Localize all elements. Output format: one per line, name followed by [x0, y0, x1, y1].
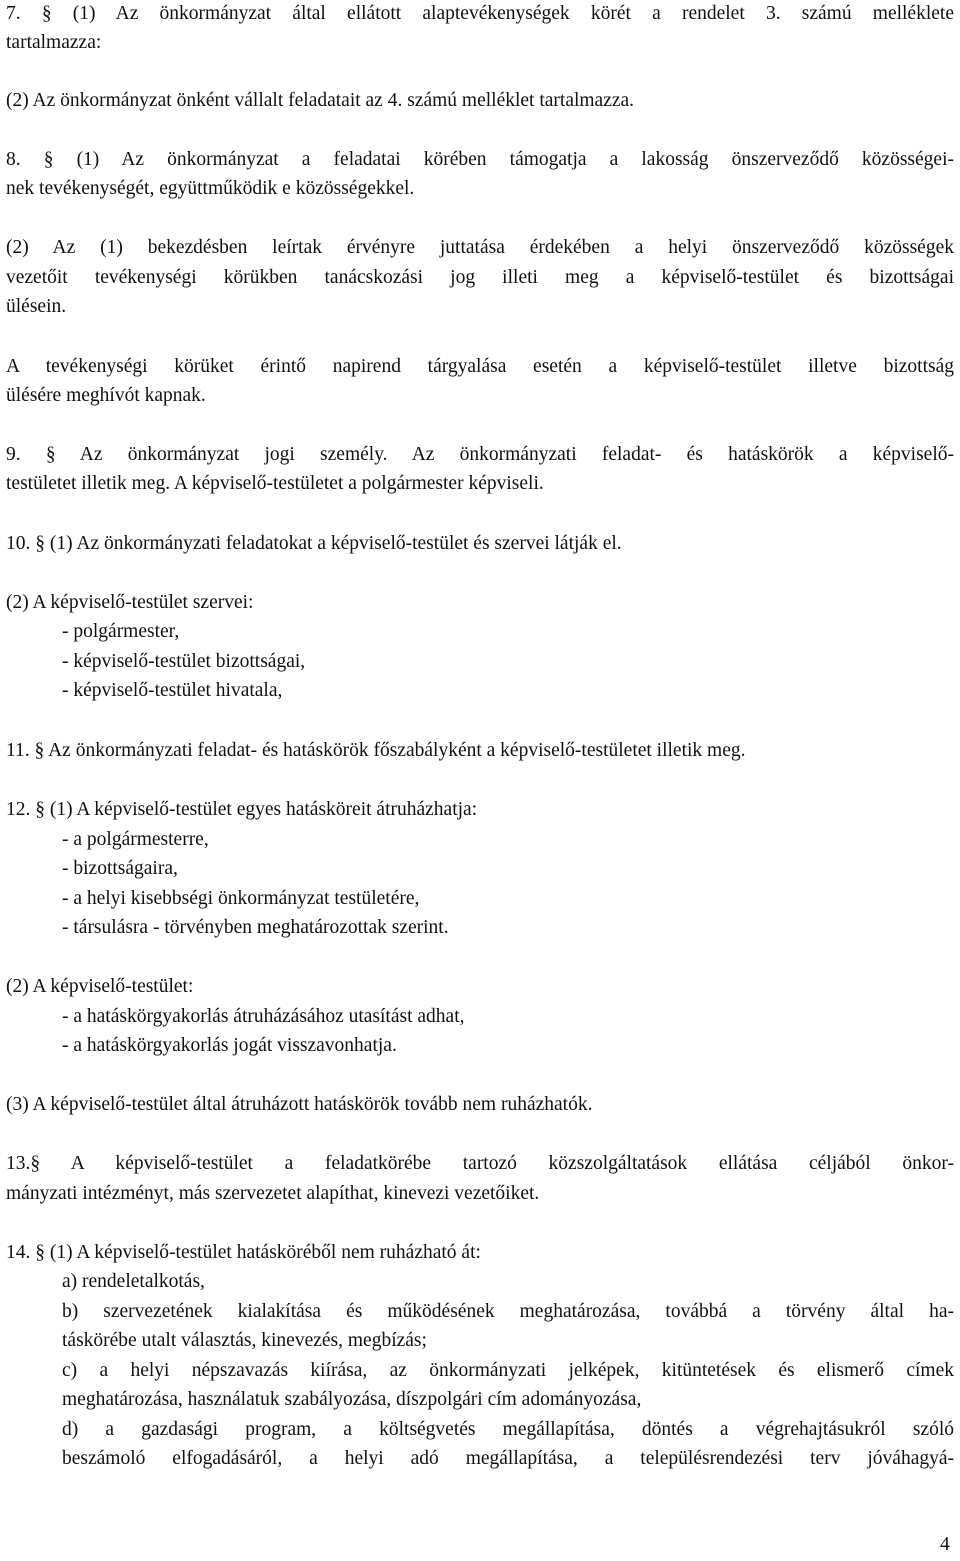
text-line: 14. § (1) A képviselő-testület hatásköréből nem ruházható át: [6, 1242, 481, 1263]
list-item: beszámoló elfogadásáról, a helyi adó megállapítása, a településrendezési terv jóváhagyá- [62, 1448, 954, 1469]
text-line: (2) A képviselő-testület: [6, 976, 194, 997]
text-line: 9. § Az önkormányzat jogi személy. Az önkormányzati feladat- és hatáskörök a képviselő- [6, 444, 954, 465]
list-item: - bizottságaira, [62, 858, 178, 879]
list-item: c) a helyi népszavazás kiírása, az önkormányzati jelképek, kitüntetések és elismerő címek [62, 1360, 954, 1381]
list-item: - a hatáskörgyakorlás jogát visszavonhatja. [62, 1035, 397, 1056]
text-line: mányzati intézményt, más szervezetet alapíthat, kinevezi vezetőiket. [6, 1183, 540, 1204]
text-line: (2) Az önkormányzat önként vállalt feladatait az 4. számú melléklet tartalmazza. [6, 90, 635, 111]
list-item: a) rendeletalkotás, [62, 1271, 205, 1292]
text-line: 7. § (1) Az önkormányzat által ellátott alaptevékenységek körét a rendelet 3. számú melléklete [6, 3, 954, 24]
list-item: - a polgármesterre, [62, 829, 209, 850]
list-item: táskörébe utalt választás, kinevezés, megbízás; [62, 1330, 427, 1351]
text-line: tartalmazza: [6, 32, 102, 53]
list-item: b) szervezetének kialakítása és működésének meghatározása, továbbá a törvény által ha- [62, 1301, 954, 1322]
list-item: - társulásra - törvényben meghatározottak szerint. [62, 917, 449, 938]
list-item: - a helyi kisebbségi önkormányzat testületére, [62, 888, 420, 909]
list-item: - a hatáskörgyakorlás átruházásához utasítást adhat, [62, 1006, 465, 1027]
text-line: vezetőit tevékenységi körükben tanácskozási jog illeti meg a képviselő-testület és bizottságai [6, 267, 954, 288]
text-line: (3) A képviselő-testület által átruházott hatáskörök tovább nem ruházhatók. [6, 1094, 593, 1115]
text-line: 8. § (1) Az önkormányzat a feladatai körében támogatja a lakosság önszerveződő közösségei- [6, 149, 954, 170]
list-item: meghatározása, használatuk szabályozása, díszpolgári cím adományozása, [62, 1389, 642, 1410]
list-item: d) a gazdasági program, a költségvetés megállapítása, döntés a végrehajtásukról szóló [62, 1419, 954, 1440]
text-line: 13.§ A képviselő-testület a feladatkörébe tartozó közszolgáltatások ellátása céljából önkor- [6, 1153, 954, 1174]
list-item: - polgármester, [62, 621, 180, 642]
list-item: - képviselő-testület hivatala, [62, 680, 283, 701]
text-line: ülésein. [6, 296, 67, 317]
text-line: ülésére meghívót kapnak. [6, 385, 206, 406]
text-line: 11. § Az önkormányzati feladat- és hatáskörök főszabályként a képviselő-testületet illetik meg. [6, 740, 746, 761]
text-line: A tevékenységi körüket érintő napirend tárgyalása esetén a képviselő-testület illetve bizottság [6, 356, 954, 377]
text-line: testületet illetik meg. A képviselő-testületet a polgármester képviseli. [6, 473, 544, 494]
text-line: (2) Az (1) bekezdésben leírtak érvényre juttatása érdekében a helyi önszerveződő közösségek [6, 237, 954, 258]
text-line: 10. § (1) Az önkormányzati feladatokat a képviselő-testület és szervei látják el. [6, 533, 622, 554]
text-line: 12. § (1) A képviselő-testület egyes hatásköreit átruházhatja: [6, 799, 478, 820]
list-item: - képviselő-testület bizottságai, [62, 651, 306, 672]
page-number: 4 [940, 1534, 950, 1555]
text-line: nek tevékenységét, együttműködik e közösségekkel. [6, 178, 415, 199]
text-line: (2) A képviselő-testület szervei: [6, 592, 254, 613]
